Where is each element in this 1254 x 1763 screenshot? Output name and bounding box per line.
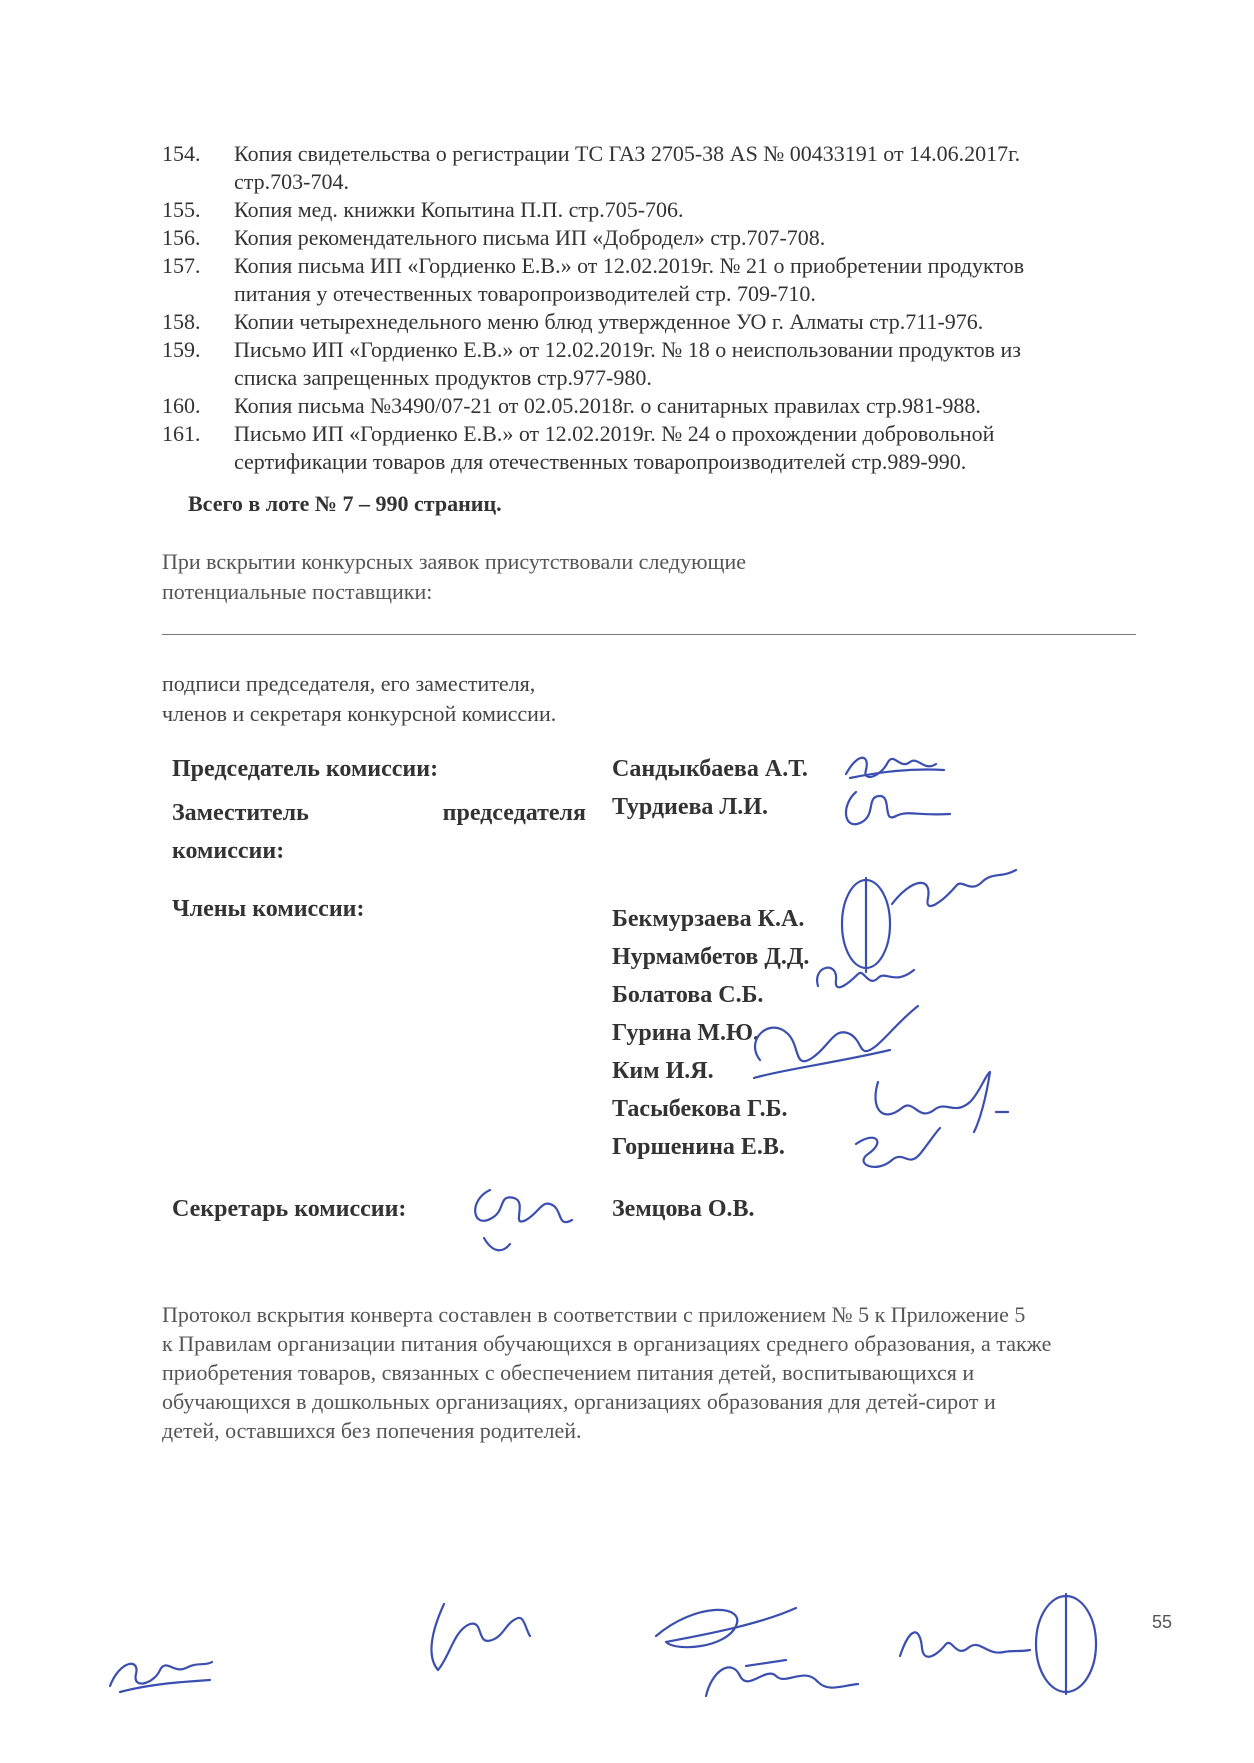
lot-total: Всего в лоте № 7 – 990 страниц.	[188, 491, 502, 516]
item-text: Письмо ИП «Гордиенко Е.В.» от 12.02.2019г. № 18 о неиспользовании продуктов из списка запрещенных продуктов стр.977-980.	[234, 337, 1021, 390]
secretary-role: Секретарь комиссии:	[172, 1196, 407, 1222]
member-name: Ким И.Я.	[612, 1058, 714, 1084]
list-item	[162, 196, 1176, 224]
protocol-footer-note: Протокол вскрытия конверта составлен в соответствии с приложением № 5 к Приложение 5 к Правилам организации питания обучающихся в организациях среднего образования, а также приобретения товаров, связанных с обеспечением питания детей, воспитывающихся и обучающихся в дошкольных организациях, организациях образования для детей-сирот и детей, оставшихся без попечения родителей.	[162, 1302, 1052, 1443]
item-number: 156.	[162, 225, 201, 250]
member-name: Нурмамбетов Д.Д.	[612, 944, 810, 970]
signature-deputy	[836, 786, 956, 836]
chair-role: Председатель комиссии:	[172, 756, 439, 782]
list-item	[162, 140, 1176, 196]
member-name: Болатова С.Б.	[612, 982, 764, 1008]
item-text: Копия письма ИП «Гордиенко Е.В.» от 12.02.2019г. № 21 о приобретении продуктов питания у отечественных товаропроизводителей стр. 709-710.	[234, 253, 1025, 306]
member-name: Гурина М.Ю.	[612, 1020, 760, 1046]
item-number: 155.	[162, 197, 201, 222]
item-text: Копия мед. книжки Копытина П.П. стр.705-706.	[234, 197, 684, 222]
signature-bottom-2	[414, 1600, 534, 1680]
member-name: Тасыбекова Г.Б.	[612, 1096, 788, 1122]
members-role: Члены комиссии:	[172, 896, 365, 922]
signature-chair	[840, 748, 950, 788]
signature-gorshenina	[846, 1124, 946, 1180]
chair-name: Сандыкбаева А.Т.	[612, 756, 808, 782]
item-number: 157.	[162, 253, 201, 278]
item-number: 160.	[162, 393, 201, 418]
item-text: Копия свидетельства о регистрации ТС ГАЗ 2705-38 AS № 00433191 от 14.06.2017г. стр.703-704.	[234, 141, 1021, 194]
deputy-role: Заместитель председателя комиссии:	[172, 800, 586, 864]
signatures-note: подписи председателя, его заместителя, членов и секретаря конкурсной комиссии.	[162, 671, 557, 726]
list-item	[162, 420, 1176, 476]
secretary-name: Земцова О.В.	[612, 1196, 755, 1222]
attachments-list	[162, 140, 1176, 476]
signature-secretary	[462, 1180, 592, 1260]
item-number: 161.	[162, 421, 201, 446]
signature-bolatova	[810, 956, 920, 1006]
list-item	[162, 392, 1176, 420]
item-text: Письмо ИП «Гордиенко Е.В.» от 12.02.2019г. № 24 о прохождении добровольной сертификации товаров для отечественных товаропроизводителей стр.989-990.	[234, 421, 995, 474]
item-number: 159.	[162, 337, 201, 362]
list-item	[162, 336, 1176, 392]
member-name: Горшенина Е.В.	[612, 1134, 785, 1160]
item-text: Копия письма №3490/07-21 от 02.05.2018г. о санитарных правилах стр.981-988.	[234, 393, 981, 418]
list-item	[162, 224, 1176, 252]
blank-line	[162, 634, 1136, 635]
item-number: 154.	[162, 141, 201, 166]
list-item	[162, 308, 1176, 336]
deputy-name: Турдиева Л.И.	[612, 794, 768, 820]
list-item	[162, 252, 1176, 308]
signature-bottom-3	[636, 1596, 866, 1706]
item-text: Копия рекомендательного письма ИП «Добродел» стр.707-708.	[234, 225, 826, 250]
item-number: 158.	[162, 309, 201, 334]
signature-bottom-1	[100, 1640, 220, 1700]
signature-bottom-4	[890, 1586, 1110, 1696]
member-name: Бекмурзаева К.А.	[612, 906, 805, 932]
page-number: 55	[1152, 1612, 1173, 1632]
presence-note: При вскрытии конкурсных заявок присутствовали следующие потенциальные поставщики:	[162, 549, 747, 604]
item-text: Копии четырехнедельного меню блюд утвержденное УО г. Алматы стр.711-976.	[234, 309, 984, 334]
